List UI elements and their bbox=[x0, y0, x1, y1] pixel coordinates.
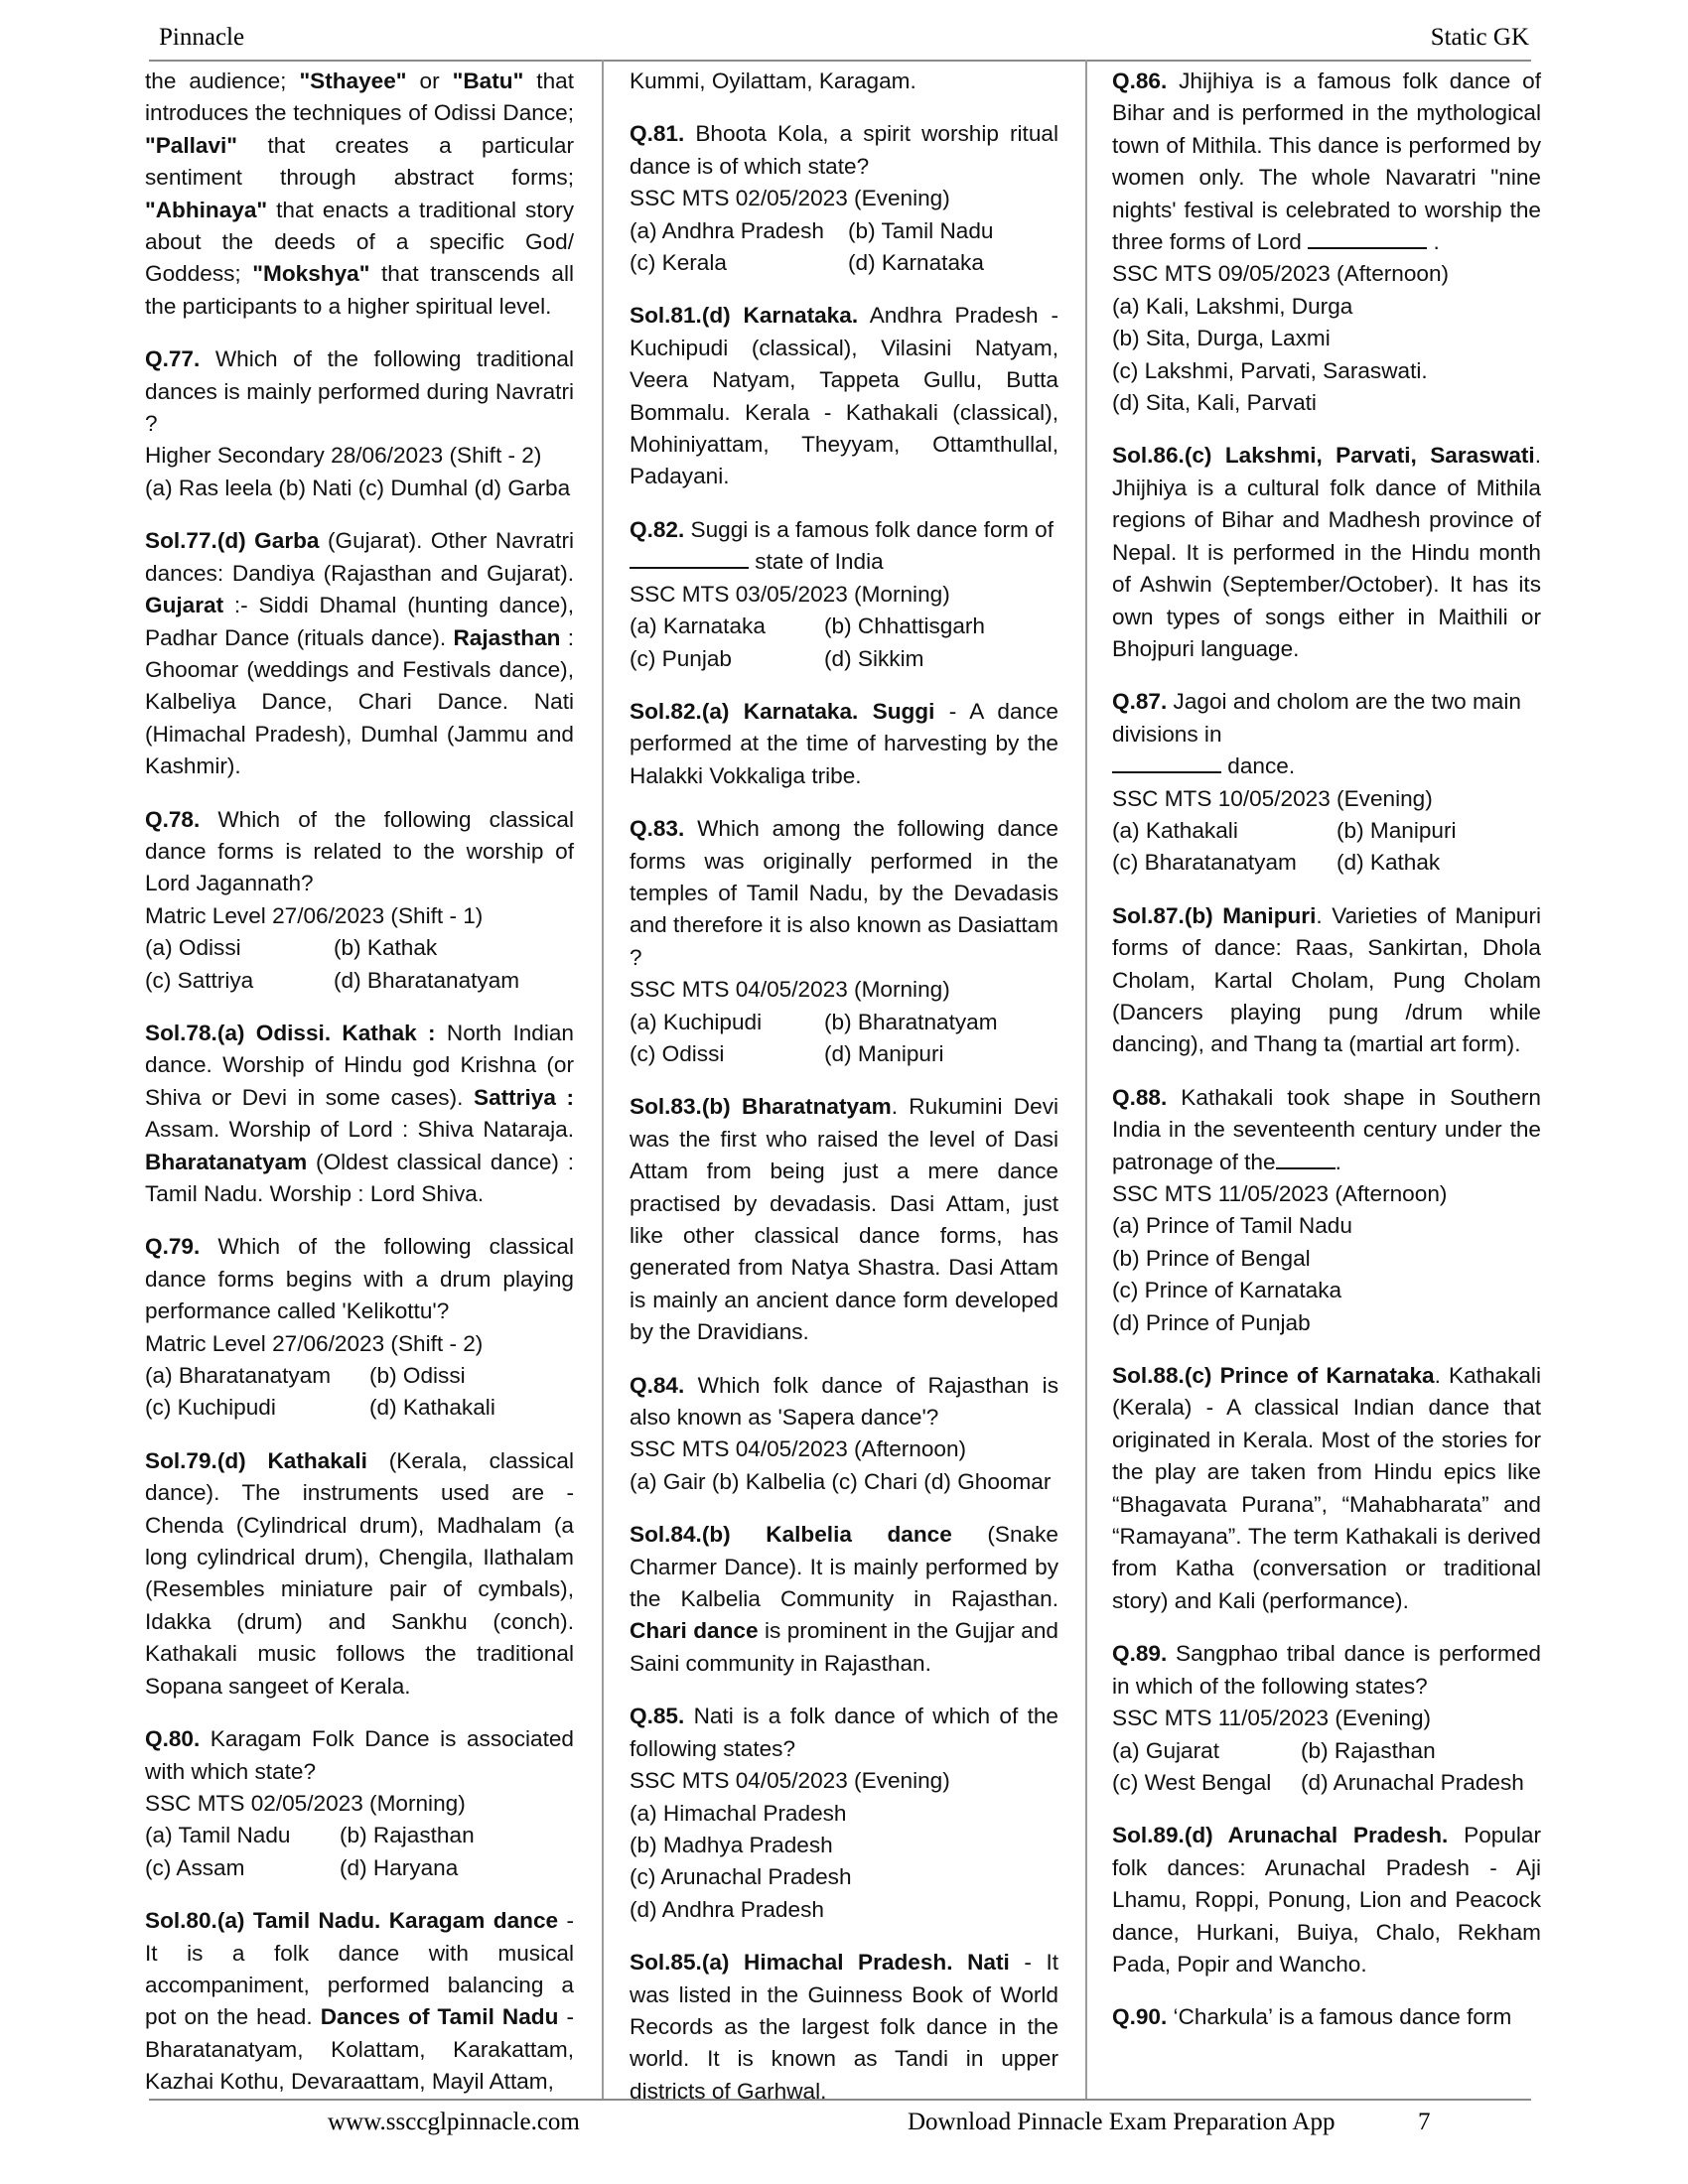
question-source: SSC MTS 10/05/2023 (Evening) bbox=[1112, 785, 1433, 811]
answer-blank bbox=[1308, 229, 1427, 249]
option-a: (a) Bharatanatyam bbox=[145, 1363, 332, 1389]
solution-80: Sol.80.(a) Tamil Nadu. Karagam dance - It is a folk dance with musical accompaniment, performed balancing a pot on the head. Dances of Tamil Nadu - Bharatanatyam, Kolattam, Karakattam, Kazhai Kothu, Devaraattam, Mayil Attam, bbox=[145, 1908, 574, 2095]
page-number: 7 bbox=[1418, 2109, 1431, 2135]
odissi-intro-paragraph: the audience; "Sthayee" or "Batu" that introduces the techniques of Odissi Dance; "Pallavi" that creates a particular sentiment through abstract forms; "Abhinaya" that enacts a traditional story about the deeds of a specific God/ Goddess; "Mokshya" that transcends all the participants to a higher spiritual level. bbox=[145, 68, 574, 319]
solution-83: Sol.83.(b) Bharatnatyam. Rukumini Devi was the first who raised the level of Dasi Attam from being just a mere dance practised by devadasis. Dasi Attam, just like other classical dance forms, has generated from Natya Shastra. Dasi Attam is mainly an ancient dance form developed by the Dravidians. bbox=[630, 1094, 1059, 1345]
question-source: SSC MTS 03/05/2023 (Morning) bbox=[630, 581, 950, 607]
question-source: SSC MTS 04/05/2023 (Afternoon) bbox=[630, 1436, 967, 1462]
question-82: Q.82. Suggi is a famous folk dance form of state of India SSC MTS 03/05/2023 (Morning) (a) Karnataka (b) Chhattisgarh (c) Punjab (d) Sikkim bbox=[630, 514, 1058, 675]
footer-website-link[interactable]: www.ssccglpinnacle.com bbox=[328, 2109, 580, 2135]
option-d: (d) Kathak bbox=[1336, 850, 1441, 876]
option-b: (b) Prince of Bengal bbox=[1112, 1245, 1311, 1271]
option-d: (d) Sita, Kali, Parvati bbox=[1112, 390, 1317, 416]
question-source: SSC MTS 02/05/2023 (Morning) bbox=[145, 1790, 466, 1816]
question-source: Higher Secondary 28/06/2023 (Shift - 2) bbox=[145, 443, 542, 469]
footer-divider bbox=[149, 2099, 1531, 2101]
column-1 bbox=[145, 66, 574, 2099]
option-b: (b) Rajasthan bbox=[340, 1823, 475, 1848]
solution-84: Sol.84.(b) Kalbelia dance (Snake Charmer Dance). It is mainly performed by the Kalbelia Community in Rajasthan. Chari dance is prominent in the Gujjar and Saini community in Rajasthan. bbox=[630, 1522, 1058, 1676]
option-d: (d) Manipuri bbox=[824, 1040, 944, 1066]
question-77: Q.77. Which of the following traditional dances is mainly performed during Navratri ? Higher Secondary 28/06/2023 (Shift - 2) (a) Ras leela (b) Nati (c) Dumhal (d) Garba bbox=[145, 343, 574, 504]
option-a: (a) Andhra Pradesh bbox=[630, 217, 824, 243]
column-3 bbox=[1112, 66, 1541, 2055]
question-options: (a) Gair (b) Kalbelia (c) Chari (d) Ghoomar bbox=[630, 1468, 1052, 1494]
answer-blank bbox=[1276, 1150, 1336, 1169]
solution-85: Sol.85.(a) Himachal Pradesh. Nati - It was listed in the Guinness Book of World Records as the largest folk dance in the world. It is known as Tandi in upper districts of Garhwal. bbox=[630, 1950, 1058, 2104]
brand-name: Pinnacle bbox=[159, 24, 245, 51]
section-title: Static GK bbox=[1430, 24, 1529, 51]
option-a: (a) Tamil Nadu bbox=[145, 1823, 291, 1848]
question-86: Q.86. Jhijhiya is a famous folk dance of Bihar and is performed in the mythological town of Mithila. This dance is performed by women only. The whole Navaratri "nine nights' festival is celebrated to worship the three forms of Lord . SSC MTS 09/05/2023 (Afternoon) (a) Kali, Lakshmi, Durga (b) Sita, Durga, Laxmi (c) Lakshmi, Parvati, Saraswati. (d) Sita, Kali, Parvati bbox=[1112, 66, 1541, 419]
solution-81: Sol.81.(d) Karnataka. Andhra Pradesh - Kuchipudi (classical), Vilasini Natyam, Veera Natyam, Tappeta Gullu, Butta Bommalu. Kerala - Kathakali (classical), Mohiniyattam, Theyyam, Ottamthullal, Padayani. bbox=[630, 303, 1058, 489]
option-b: (b) Odissi bbox=[369, 1363, 466, 1389]
option-d: (d) Arunachal Pradesh bbox=[1301, 1769, 1524, 1795]
option-c: (c) Kerala bbox=[630, 250, 727, 276]
option-c: (c) West Bengal bbox=[1112, 1769, 1272, 1795]
option-d: (d) Bharatanatyam bbox=[334, 967, 520, 993]
option-c: (c) Odissi bbox=[630, 1040, 725, 1066]
option-d: (d) Karnataka bbox=[848, 250, 984, 276]
solution-88: Sol.88.(c) Prince of Karnataka. Kathakali (Kerala) - A classical Indian dance that originated in Kerala. Most of the stories for the play are taken from Hindu epics like “Bhagavata Purana”, “Mahabharata” and “Ramayana”. The term Kathakali is derived from Katha (conversation or traditional story) and Kali (performance). bbox=[1112, 1363, 1541, 1613]
option-a: (a) Kali, Lakshmi, Durga bbox=[1112, 293, 1353, 319]
question-source: SSC MTS 04/05/2023 (Morning) bbox=[630, 977, 950, 1003]
option-a: (a) Gujarat bbox=[1112, 1737, 1219, 1763]
question-source: SSC MTS 04/05/2023 (Evening) bbox=[630, 1768, 950, 1794]
option-b: (b) Madhya Pradesh bbox=[630, 1832, 833, 1857]
option-c: (c) Kuchipudi bbox=[145, 1395, 276, 1421]
option-c: (c) Prince of Karnataka bbox=[1112, 1278, 1342, 1303]
question-84: Q.84. Which folk dance of Rajasthan is also known as 'Sapera dance'? SSC MTS 04/05/2023 (Afternoon) (a) Gair (b) Kalbelia (c) Chari (d) Ghoomar bbox=[630, 1370, 1058, 1499]
option-b: (b) Manipuri bbox=[1336, 817, 1457, 843]
option-c: (c) Sattriya bbox=[145, 967, 254, 993]
option-a: (a) Himachal Pradesh bbox=[630, 1800, 847, 1826]
solution-77: Sol.77.(d) Garba (Gujarat). Other Navratri dances: Dandiya (Rajasthan and Gujarat). Gujarat :- Siddi Dhamal (hunting dance), Padhar Dance (rituals dance). Rajasthan : Ghoomar (weddings and Festivals dance), Kalbeliya Dance, Chari Dance. Nati (Himachal Pradesh), Dumhal (Jammu and Kashmir). bbox=[145, 528, 574, 779]
header-divider bbox=[149, 60, 1531, 62]
solution-82: Sol.82.(a) Karnataka. Suggi - A dance performed at the time of harvesting by the Halakki Vokkaliga tribe. bbox=[630, 698, 1058, 788]
option-b: (b) Tamil Nadu bbox=[848, 217, 994, 243]
question-options: (a) Ras leela (b) Nati (c) Dumhal (d) Garba bbox=[145, 475, 571, 500]
column-divider-2 bbox=[1085, 60, 1087, 2099]
option-d: (d) Kathakali bbox=[369, 1395, 495, 1421]
question-79: Q.79. Which of the following classical dance forms begins with a drum playing performance called 'Kelikottu'? Matric Level 27/06/2023 (Shift - 2) (a) Bharatanatyam (b) Odissi (c) Kuchipudi (d) Kathakali bbox=[145, 1231, 574, 1424]
question-source: SSC MTS 09/05/2023 (Afternoon) bbox=[1112, 261, 1450, 287]
question-90: Q.90. ‘Charkula’ is a famous dance form bbox=[1112, 2004, 1512, 2030]
question-source: Matric Level 27/06/2023 (Shift - 1) bbox=[145, 902, 484, 928]
option-a: (a) Kathakali bbox=[1112, 817, 1238, 843]
footer-app-promo: Download Pinnacle Exam Preparation App bbox=[908, 2109, 1336, 2135]
question-87: Q.87. Jagoi and cholom are the two main divisions in dance. SSC MTS 10/05/2023 (Evening) (a) Kathakali (b) Manipuri (c) Bharatanatyam (d) Kathak bbox=[1112, 686, 1541, 879]
answer-blank bbox=[1112, 753, 1221, 773]
solution-80-continued: Kummi, Oyilattam, Karagam. bbox=[630, 68, 916, 93]
solution-86: Sol.86.(c) Lakshmi, Parvati, Saraswati. Jhijhiya is a cultural folk dance of Mithila regions of Bihar and Madhesh province of Nepal. It is performed in the Hindu month of Ashwin (September/October). It has its own types of songs either in Maithili or Bhojpuri language. bbox=[1112, 443, 1541, 661]
question-89: Q.89. Sangphao tribal dance is performed in which of the following states? SSC MTS 11/05/2023 (Evening) (a) Gujarat (b) Rajasthan (c) West Bengal (d) Arunachal Pradesh bbox=[1112, 1638, 1541, 1799]
option-d: (d) Haryana bbox=[340, 1854, 459, 1880]
option-c: (c) Bharatanatyam bbox=[1112, 850, 1297, 876]
column-2 bbox=[630, 66, 1058, 2108]
solution-89: Sol.89.(d) Arunachal Pradesh. Popular folk dances: Arunachal Pradesh - Aji Lhamu, Roppi, Ponung, Lion and Peacock dance, Hurkani, Buiya, Chalo, Rekham Pada, Popir and Wancho. bbox=[1112, 1823, 1542, 1977]
option-c: (c) Assam bbox=[145, 1854, 245, 1880]
question-78: Q.78. Which of the following classical dance forms is related to the worship of Lord Jagannath? Matric Level 27/06/2023 (Shift - 1) (a) Odissi (b) Kathak (c) Sattriya (d) Bharatanatyam bbox=[145, 804, 574, 997]
question-source: SSC MTS 02/05/2023 (Evening) bbox=[630, 186, 950, 211]
solution-87: Sol.87.(b) Manipuri. Varieties of Manipuri forms of dance: Raas, Sankirtan, Dhola Cholam, Kartal Cholam, Pung Cholam (Dancers playing pung /drum while dancing), and Thang ta (martial art form). bbox=[1112, 902, 1541, 1057]
question-83: Q.83. Which among the following dance forms was originally performed in the temples of Tamil Nadu, by the Devadasis and therefore it is also known as Dasiattam ? SSC MTS 04/05/2023 (Morning) (a) Kuchipudi (b) Bharatnatyam (c) Odissi (d) Manipuri bbox=[630, 813, 1058, 1070]
page-header bbox=[159, 20, 1529, 64]
option-b: (b) Bharatnatyam bbox=[824, 1009, 998, 1034]
answer-blank bbox=[630, 549, 749, 569]
option-c: (c) Lakshmi, Parvati, Saraswati. bbox=[1112, 357, 1428, 383]
option-b: (b) Chhattisgarh bbox=[824, 614, 985, 639]
question-source: SSC MTS 11/05/2023 (Evening) bbox=[1112, 1706, 1432, 1731]
question-88: Q.88. Kathakali took shape in Southern India in the seventeenth century under the patronage of the . SSC MTS 11/05/2023 (Afternoon) (a) Prince of Tamil Nadu (b) Prince of Bengal (c) Prince of Karnataka (d) Prince of Punjab bbox=[1112, 1082, 1541, 1339]
option-b: (b) Kathak bbox=[334, 935, 438, 961]
column-divider-1 bbox=[602, 60, 604, 2099]
option-d: (d) Sikkim bbox=[824, 645, 924, 671]
option-b: (b) Sita, Durga, Laxmi bbox=[1112, 326, 1331, 351]
solution-78: Sol.78.(a) Odissi. Kathak : North Indian dance. Worship of Hindu god Krishna (or Shiva or Devi in some cases). Sattriya : Assam. Worship of Lord : Shiva Nataraja. Bharatanatyam (Oldest classical dance) : Tamil Nadu. Worship : Lord Shiva. bbox=[145, 1020, 574, 1206]
option-a: (a) Prince of Tamil Nadu bbox=[1112, 1213, 1352, 1239]
question-source: SSC MTS 11/05/2023 (Afternoon) bbox=[1112, 1181, 1448, 1206]
question-81: Q.81. Bhoota Kola, a spirit worship ritual dance is of which state? SSC MTS 02/05/2023 (Evening) (a) Andhra Pradesh (b) Tamil Nadu (c) Kerala (d) Karnataka bbox=[630, 118, 1058, 279]
question-80: Q.80. Karagam Folk Dance is associated with which state? SSC MTS 02/05/2023 (Morning) (a) Tamil Nadu (b) Rajasthan (c) Assam (d) Haryana bbox=[145, 1723, 574, 1884]
option-b: (b) Rajasthan bbox=[1301, 1737, 1436, 1763]
option-c: (c) Punjab bbox=[630, 645, 732, 671]
option-c: (c) Arunachal Pradesh bbox=[630, 1864, 852, 1890]
option-a: (a) Kuchipudi bbox=[630, 1009, 763, 1034]
option-a: (a) Karnataka bbox=[630, 614, 766, 639]
solution-79: Sol.79.(d) Kathakali (Kerala, classical dance). The instruments used are - Chenda (Cylindrical drum), Madhalam (a long cylindrical drum), Chengila, Ilathalam (Resembles miniature pair of cymbals), Idakka (drum) and Sankhu (conch). Kathakali music follows the traditional Sopana sangeet of Kerala. bbox=[145, 1447, 575, 1699]
option-d: (d) Andhra Pradesh bbox=[630, 1896, 824, 1922]
question-source: Matric Level 27/06/2023 (Shift - 2) bbox=[145, 1330, 484, 1356]
option-d: (d) Prince of Punjab bbox=[1112, 1309, 1311, 1335]
question-85: Q.85. Nati is a folk dance of which of the following states? SSC MTS 04/05/2023 (Evening) (a) Himachal Pradesh (b) Madhya Pradesh (c) Arunachal Pradesh (d) Andhra Pradesh bbox=[630, 1701, 1058, 1926]
option-a: (a) Odissi bbox=[145, 935, 241, 961]
